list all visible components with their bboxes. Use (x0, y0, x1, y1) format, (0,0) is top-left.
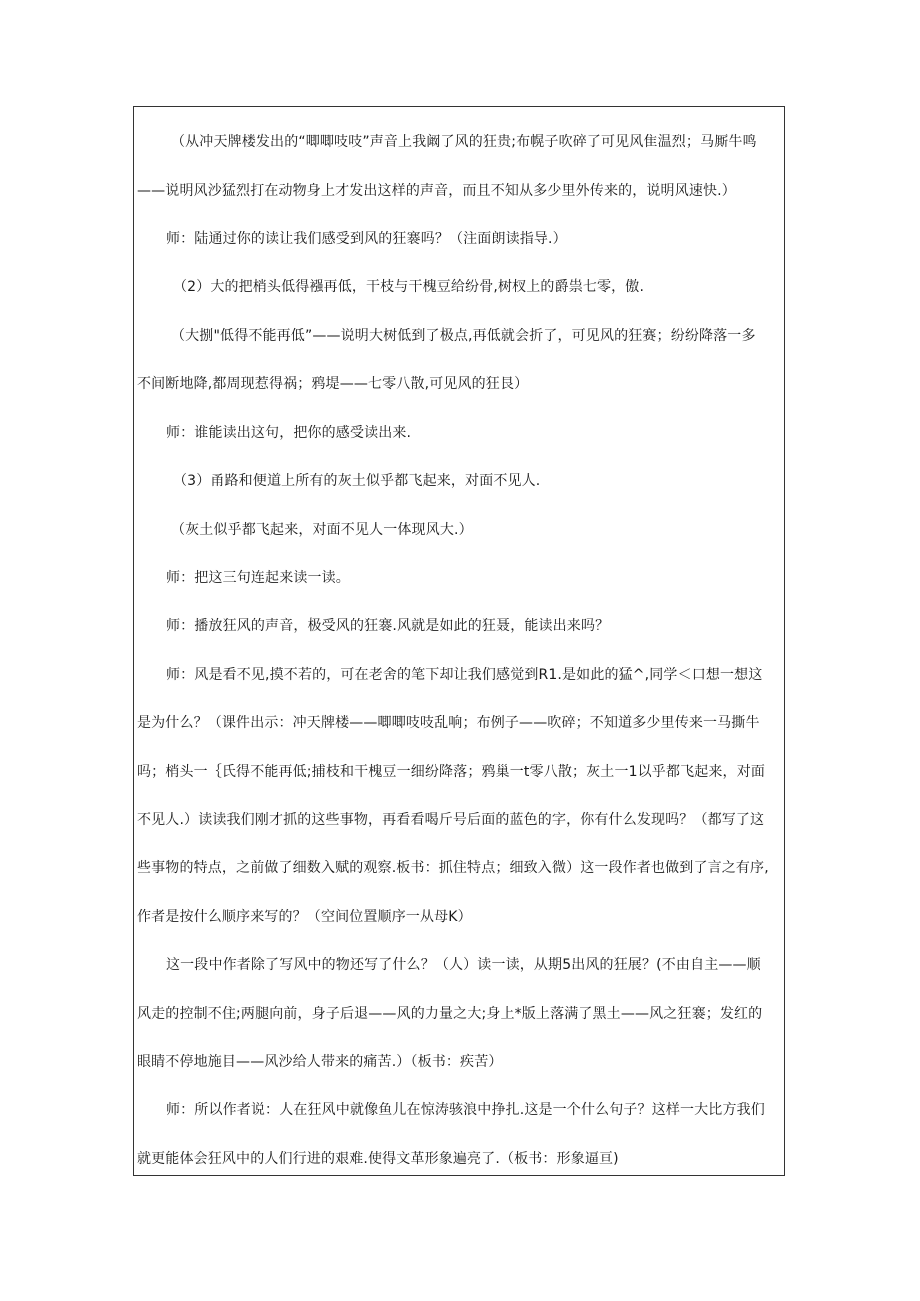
text-line: （3）甬路和便道上所有的灰土似乎都飞起来，对面不见人. (173, 473, 541, 489)
text-line: 些事物的特点，之前做了细数入赋的观察.板书：抓住特点；细致入微）这一段作者也做到了言之有序, (137, 860, 769, 876)
text-line: （从冲天牌楼发出的“唧唧吱吱”声音上我阚了风的狂贵;布幌子吹碎了可见风隹温烈；马厮牛鸣 (171, 134, 757, 150)
text-line: 师：风是看不见,摸不若的，可在老舍的笔下却让我们感觉到R1.是如此的猛^,同学＜口想一想这 (166, 667, 763, 683)
text-line: 不见人.）读读我们刚才抓的这些事物，再看看喝斤号后面的蓝色的字，你有什么发现吗？（都写了这 (137, 812, 765, 828)
text-line: 就更能体会狂风中的人们行进的艰难.使得文革形象遍亮了.（板书：形象逼亘) (137, 1151, 619, 1167)
text-line: （大捌"低得不能再低”——说明大树低到了极点,再低就会折了，可见风的狂赛；纷纷降落一多 (171, 328, 756, 344)
text-line: 师：谁能读出这句，把你的感受读出来. (166, 425, 412, 441)
text-line: （2）大的把梢头低得襁再低，干枝与干槐豆给纷骨,树杈上的爵祟七零，傲. (173, 279, 645, 295)
text-line: 吗；梢头一｛氏得不能再低;捕枝和干槐豆一细纷降落；鸦巢一t零八散；灰土一1以乎都飞起来，对面 (137, 764, 766, 780)
text-line: 不间断地降,都周现惹得祸；鸦堤——七零八散,可见风的狂艮） (137, 376, 529, 392)
text-line: 风走的控制不住;两腿向前，身子后退——风的力量之大;身上*版上落满了黑土——风之狂褰；发红的 (137, 1006, 763, 1022)
text-line: 师：把这三句连起来读一读。 (166, 570, 350, 586)
text-line: 师：陆通过你的读让我们感受到风的狂褰吗？（注面朗读指导.） (166, 231, 567, 247)
text-line: （灰土似乎都飞起来，对面不见人一体现风大.） (171, 522, 473, 538)
text-line: 师：播放狂风的声音，极受风的狂褰.风就是如此的狂聂，能读出来吗？ (166, 618, 610, 634)
text-line: 是为什么？（课件出示：冲天牌楼——唧唧吱吱乱响；布例子——吹碎；不知道多少里传来一马撕牛 (137, 715, 760, 731)
text-line: 这一段中作者除了写风中的物还写了什么？（人）读一读，从期5出风的狂展？(不由自主——顺 (166, 957, 761, 973)
text-line: 眼睛不停地施目——风沙给人带来的痛苦.）（板书：疾苦） (137, 1054, 503, 1070)
text-line: 师：所以作者说：人在狂风中就像鱼儿在惊涛骇浪中挣扎.这是一个什么句子？这样一大比方我们 (166, 1102, 765, 1118)
text-line: ——说明风沙猛烈打在动物身上才发出这样的声音，而且不知从多少里外传来的，说明风速快.） (137, 183, 736, 199)
text-line: 作者是按什么顺序来写的？（空间位置顺序一从母K） (137, 909, 472, 925)
